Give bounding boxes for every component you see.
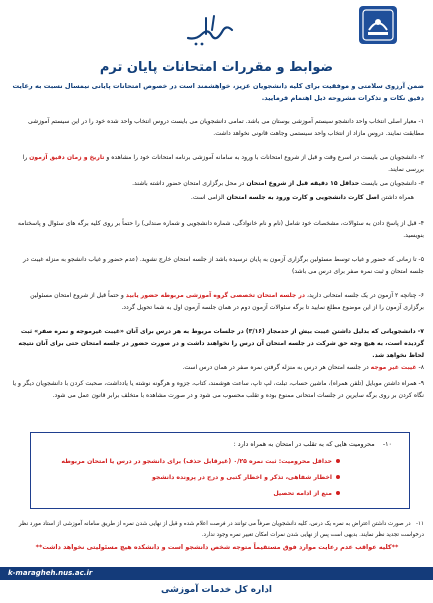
rule-3-tail: در محل برگزاری امتحان حضور داشته باشند. xyxy=(132,180,247,187)
rule-7: ۷- دانشجویانی که بدلیل داشتن غیبت بیش از حدمجاز (۳/۱۶) در جلسات مربوط به هر درس برای آنان «غیبت غیرموجه و نمره صفر» ثبت گردیده است، به هیچ وجه حق شرکت در جلسه امتحان آن درس را نخواهند داشت و در صورت حضور در جلسه امتحان حتی برای آنان نتیجه لحاظ نخواهد شد. xyxy=(18,328,424,359)
penalty-item-text: منع از ادامه تحصیل xyxy=(273,490,332,497)
rule-3b xyxy=(10,192,424,204)
office-signature: اداره کل خدمات آموزشی xyxy=(160,585,273,595)
rule-8-highlight: غیبت غیر موجه xyxy=(370,364,417,371)
rule-3b-text: همراه داشتن xyxy=(379,194,414,201)
responsibility-notice: **کلیه عواقب عدم رعایت موارد فوق مستقیماً متوجه شخص دانشجو است و دانشکده هیچ مسئولیتی نخواهد داشت** xyxy=(35,543,399,551)
rule-11-number: ۱۱- xyxy=(415,521,424,527)
penalty-item-text: حداقل محرومیت: ثبت نمره ۰/۲۵ (غیرقابل حذف) برای دانشجو در درس یا امتحان مربوطه xyxy=(61,458,332,465)
website-link[interactable]: k-maragheh.nus.ac.ir xyxy=(8,569,93,577)
rule-2-tail: را بررسی نمایند. xyxy=(22,154,424,173)
penalty-item-text: اخطار شفاهی، تذکر و اخطار کتبی و درج در پرونده دانشجو xyxy=(152,474,332,481)
university-seal-logo xyxy=(355,4,401,46)
intro-text: ضمن آرزوی سلامتی و موفقیت برای کلیه دانشجویان عزیز، خواهشمند است در خصوص امتحانات پایانی نیمسال نسبت به رعایت دقیق نکات و تذکرات مشروحه ذیل اهتمام فرمایید. xyxy=(12,82,424,102)
bullet-dot-icon xyxy=(336,475,340,479)
rule-10-title: محرومیت هایی که به تقلب در امتحان به همراه دارد : xyxy=(233,440,375,448)
rule-4: ۴- قبل از پاسخ دادن به سئوالات، مشخصات خود شامل (نام و نام خانوادگی، شماره دانشجویی و شماره صندلی) را حتماً بر روی کلیه برگه های سئوال و پاسخنامه بنویسید. xyxy=(17,220,424,239)
rule-8 xyxy=(10,362,424,374)
cheating-penalties-title xyxy=(40,440,392,448)
rule-11 xyxy=(10,519,424,541)
rule-3 xyxy=(10,178,424,190)
rule-9: ۹- همراه داشتن موبایل (تلفن همراه)، ماشین حساب، تبلت، لپ تاپ، ساعت هوشمند، کتاب، جزوه و هرگونه نوشته یا یادداشت، صحبت کردن با دانشجویان دیگر و یا نگاه کردن بر روی برگه سایرین در جلسات امتحانی ممنوع بوده و تقلب محسوب می شود و در صورت مشاهده با متخلف برابر قانون عمل می شود. xyxy=(12,380,424,399)
rule-1: ۱- معیار اصلی انتخاب واحد دانشجو سیستم آموزشی بوستان می باشد. تمامی دانشجویان می بایست دروس انتخاب واحد شده خود را در این سیستم آموزشی مطابقت نمایند. دروس مازاد از انتخاب واحد سیستمی وجاهت قانونی نخواهد داشت. xyxy=(28,118,424,137)
rule-3-highlight: حداقل ۱۵ دقیقه قبل از شروع امتحان xyxy=(246,180,360,187)
rule-6-highlight: در جلسه امتحان تخصصی گروه آموزشی مربوطه حضور یابید xyxy=(125,292,306,299)
rule-6-tail: و حتماً قبل از شروع امتحان مسئولین برگزاری آزمون را از این موضوع مطلع نمایید تا برگه سئوالات آزمون دوم در همان جلسه آزمون اول به شما تحویل گردد. xyxy=(30,292,424,311)
penalty-item xyxy=(40,490,340,497)
rule-8-text: ۸- xyxy=(416,364,424,371)
rule-2-text: ۲- دانشجویان می بایست در اسرع وقت و قبل از شروع امتحانات با ورود به سامانه آموزشی برنامه امتحانات خود را مشاهده و xyxy=(104,154,424,161)
rule-6-text: ۶- چنانچه ۲ آزمون در یک جلسه امتحانی دارید، xyxy=(305,292,424,299)
rule-3b-highlight: اصل کارت دانشجویی و کارت ورود به جلسه امتحان xyxy=(226,194,380,201)
rule-2-highlight: تاریخ و زمان دقیق آزمون xyxy=(29,154,105,161)
rule-3b-tail: الزامی است. xyxy=(190,194,227,201)
page-title: ضوابط و مقررات امتحانات پایان ترم xyxy=(99,60,334,75)
calligraphy-signature-logo xyxy=(182,10,238,48)
rule-6 xyxy=(10,290,424,314)
rule-11-text: در صورت داشتن اعتراض به نمره یک درس، کلیه دانشجویان صرفاً می توانند در فرصت اعلام شده و قبل از نهایی شدن نمره از طریق سامانه آموزشی از استاد مورد نظر درخواست تجدید نظر نمایند. بدیهی است پس از نهایی شدن نمرات امکان تغییر نمره وجود ندارد. xyxy=(18,521,424,538)
rule-5: ۵- تا زمانی که حضور و غیاب توسط مسئولین برگزاری آزمون به پایان نرسیده باشد از جلسه امتحان خارج نشوید. (عدم حضور و غیاب دانشجو به منزله غیبت در جلسه امتحان و ثبت نمره صفر برای درس می باشد) xyxy=(23,256,424,275)
bullet-dot-icon xyxy=(336,459,340,463)
rule-3-text: ۳- دانشجویان می بایست xyxy=(359,180,424,187)
bullet-dot-icon xyxy=(336,491,340,495)
rule-2 xyxy=(10,152,424,176)
penalty-item xyxy=(40,474,340,481)
rule-8-tail: در جلسه امتحان هر درس به منزله گرفتن نمره صفر در همان درس است. xyxy=(182,364,371,371)
penalty-item xyxy=(40,458,340,465)
rule-10-number: ۱۰- xyxy=(382,440,392,448)
